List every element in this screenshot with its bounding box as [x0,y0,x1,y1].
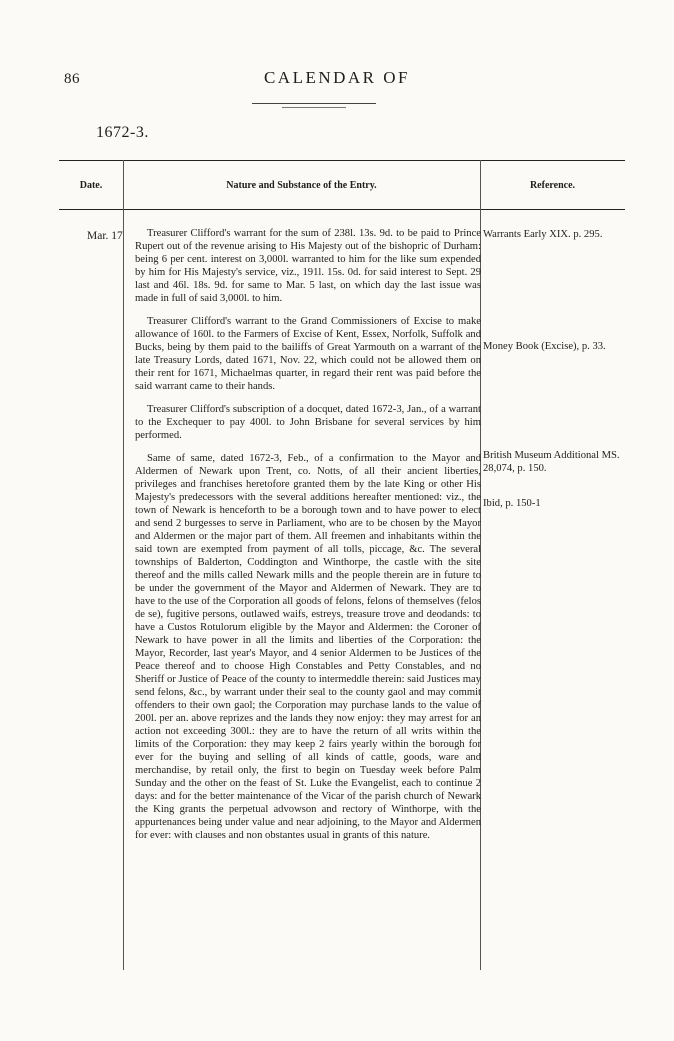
entry-reference: Ibid, p. 150-1 [483,498,541,509]
entry-text: Treasurer Clifford's warrant for the sum of 238l. 13s. 9d. to be paid to Prince Rupert out of the revenue arising to His Majesty out of the bishopric of Durham: being 6 per cent. interest on 3,000l. warranted to him for the like sum expended by him for His Majesty's service, viz., 191l. 15s. 0d. for said interest to Sept. 29 last and 46l. 18s. 9d. for same to Mar. 5 last, on which day the last issue was made in full of said 3,000l. to him. [135,228,481,304]
year-heading: 1672-3. [96,124,149,141]
table-header-rule [59,209,625,210]
column-header-date: Date. [79,180,103,191]
running-title: CALENDAR OF [263,68,411,87]
entry-reference: Money Book (Excise), p. 33. [483,341,606,352]
entry-text: Same of same, dated 1672-3, Feb., of a confirmation to the Mayor and Aldermen of Newark upon Trent, co. Notts, of all their ancient liberties, privileges and franchises heretofore granted them by the late King or other His Majesty's predecessors with the several additions hereafter mentioned: viz., the town of Newark is henceforth to be a borough town and to have power to elect and send 2 burgesses to serve in Parliament, who are to be chosen by the Mayor and Aldermen or the major part of them. All freemen and inhabitants within the said town are exempted from payment of all tolls, piccage, &c. The several townships of Balderton, Coddington and Winthorpe, the castle with the site thereof and the mills called Newark mills and the people therein are in future to be under the government of the Mayor and Aldermen of Newark. They are to have to the use of the Corporation all goods of felons, felons of themselves (felos de se), fugitive persons, outlawed waifs, estreys, treasure trove and deodands: to have a Custos Rotulorum eligible by the Mayor and Aldermen: the Coroner of Newark to have power in all the limits and liberties of the Corporation: the Mayor, Recorder, last year's Mayor, and 4 senior Aldermen to be Justices of the Peace thereof and to choose High Constables and Petty Constables, and no Sheriff or Justice of Peace of the county to intermeddle therein: said Justices may send felons, &c., by warrant under their seal to the county gaol and may commit offenders to their own gaol; the Corporation may purchase lands to the value of 200l. per an. above reprizes and the lands they now enjoy: they may arrest for an action not exceeding 300l.: they are to have the return of all writs within the limits of the Corporation: they may keep 2 fairs yearly within the borough for ever for the buying and selling of all kinds of cattle, goods, ware and merchandise, by retail only, the first to begin on Tuesday week before Palm Sunday and the other on the feast of St. Luke the Evangelist, each to continue 2 days: and for the better maintenance of the Vicar of the parish church of Newark the King grants the perpetual advowson and rectory of Winthorpe, with the appurtenances being under value and near adjoining, to the Mayor and Aldermen for ever: with clauses and non obstantes usual in grants of this nature. [135,453,481,841]
calendar-table [59,160,625,970]
page-number: 86 [64,71,80,87]
entry-reference: British Museum Additional MS. 28,074, p. 150. [483,450,620,474]
entries-column [135,227,481,852]
date-column-divider [123,160,124,970]
title-rule-short [282,107,346,108]
column-header-entry: Nature and Substance of the Entry. [226,180,377,191]
entry-reference: Warrants Early XIX. p. 295. [483,229,603,240]
title-rule [252,103,376,104]
column-header-reference: Reference. [529,180,576,191]
entry-date: Mar. 17 [87,230,123,242]
table-top-rule [59,160,625,161]
entry-text: Treasurer Clifford's warrant to the Grand Commissioners of Excise to make allowance of 160l. to the Farmers of Excise of Kent, Essex, Norfolk, Suffolk and Bucks, being by them paid to the bailiffs of Great Yarmouth on a warrant of the late Treasury Lords, dated 1671, Nov. 22, which could not be allowed them on their rent for 1671, Michaelmas quarter, in regard their rent was paid before the said warrant came to their hands. [135,316,481,392]
entry-text: Treasurer Clifford's subscription of a docquet, dated 1672-3, Jan., of a warrant to the Exchequer to pay 400l. to John Brisbane for several services by him performed. [135,404,481,441]
